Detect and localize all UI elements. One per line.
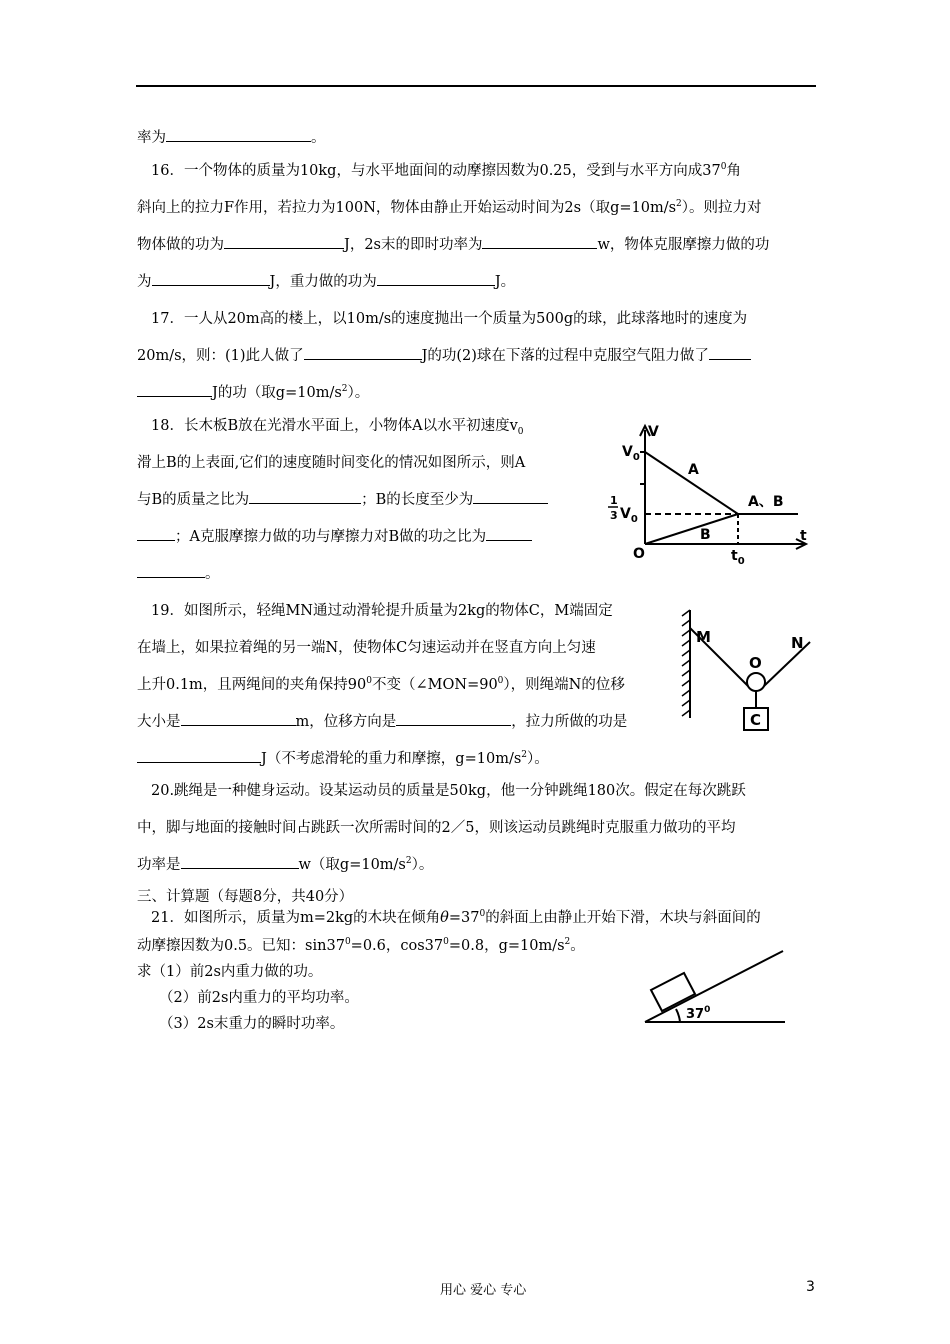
q20-line1: 20.跳绳是一种健身运动。设某运动员的质量是50kg，他一分钟跳绳180次。假定在每次跳跃 xyxy=(151,783,746,799)
footer-motto: 用心 爱心 专心 xyxy=(440,1283,527,1298)
label-m: M xyxy=(696,628,711,646)
label-n: N xyxy=(791,634,804,652)
pulley-diagram xyxy=(678,600,818,740)
t-axis-label: t xyxy=(800,528,807,544)
incline-diagram xyxy=(640,948,790,1028)
answer-blank[interactable] xyxy=(137,382,212,397)
answer-blank[interactable] xyxy=(137,748,261,763)
q21-ask1: 求（1）前2s内重力做的功。 xyxy=(137,964,323,980)
q18-line4: ；A克服摩擦力做的功与摩擦力对B做的功之比为 xyxy=(137,523,532,551)
q21-line2: 动摩擦因数为0.5。已知：$\sin 37^0=0.6$，$\cos 37^0=0.8$，$g=10m/s^2$。 xyxy=(137,937,585,954)
label-c: C xyxy=(750,711,762,729)
q17-line2: 20m/s，则：(1)此人做了 J的功(2)球在下落的过程中克服空气阻力做了 xyxy=(137,342,751,370)
answer-blank[interactable] xyxy=(224,234,344,249)
answer-blank[interactable] xyxy=(396,711,511,726)
answer-blank[interactable] xyxy=(137,526,175,541)
q19-line4: 大小是 m，位移方向是 ，拉力所做的功是 xyxy=(137,708,627,736)
q19-line1: 19．如图所示，轻绳MN通过动滑轮提升质量为2kg的物体C，M端固定 xyxy=(151,603,613,619)
wooden-block xyxy=(651,973,695,1011)
frac-num: 1 xyxy=(610,494,618,507)
q21-ask3: （3）2s末重力的瞬时功率。 xyxy=(159,1016,345,1032)
answer-blank[interactable] xyxy=(304,345,422,360)
t0-label: $t_0$ xyxy=(731,548,745,567)
q21-ask2: （2）前2s内重力的平均功率。 xyxy=(159,990,359,1006)
answer-blank[interactable] xyxy=(137,563,205,578)
answer-blank[interactable] xyxy=(181,711,296,726)
q19-line5: J（不考虑滑轮的重力和摩擦，$g=10m/s^2$）。 xyxy=(137,745,549,773)
q16-line4: 为 J，重力做的功为 J。 xyxy=(137,268,515,296)
label-o: O xyxy=(749,654,762,672)
section-3-title: 三、计算题（每题8分，共40分） xyxy=(137,889,354,905)
q18-line3: 与B的质量之比为 ；B的长度至少为 xyxy=(137,486,548,514)
answer-blank[interactable] xyxy=(152,271,270,286)
page-number: 3 xyxy=(806,1279,815,1295)
answer-blank[interactable] xyxy=(249,489,361,504)
frac-v-label: $V_0$ xyxy=(620,506,638,525)
q19-line2: 在墙上，如果拉着绳的另一端N，使物体C匀速运动并在竖直方向上匀速 xyxy=(137,640,596,656)
frac-den: 3 xyxy=(610,509,618,522)
angle-arc xyxy=(676,1009,680,1022)
q18-line5: 。 xyxy=(137,560,220,588)
answer-blank[interactable] xyxy=(181,854,299,869)
answer-blank[interactable] xyxy=(166,127,311,142)
line-b xyxy=(645,514,738,544)
q18-line2: 滑上B的上表面,它们的速度随时间变化的情况如图所示，则A xyxy=(137,455,526,471)
header-rule xyxy=(136,85,816,87)
q16-line1: 16．一个物体的质量为10kg，与水平地面间的动摩擦因数为0.25，受到与水平方向成$37^0$角 xyxy=(151,162,741,179)
label-ab: A、B xyxy=(748,494,784,510)
q17-line1: 17．一人从20m高的楼上，以10m/s的速度抛出一个质量为500g的球，此球落地时的速度为 xyxy=(151,311,748,327)
v-axis-label: V xyxy=(648,424,659,440)
q18-line1: 18．长木板B放在光滑水平面上，小物体A以水平初速度$v_0$ xyxy=(151,418,524,437)
answer-blank[interactable] xyxy=(473,489,548,504)
q20-line3: 功率是 w（取$g=10m/s^2$）。 xyxy=(137,856,434,873)
q20-line2: 中，脚与地面的接触时间占跳跃一次所需时间的2／5，则该运动员跳绳时克服重力做功的平均 xyxy=(137,820,736,836)
origin-label: O xyxy=(633,546,645,562)
q16-line2: 斜向上的拉力F作用，若拉力为100N，物体由静止开始运动时间为2s（取$g=10m/s^2$）。则拉力对 xyxy=(137,199,762,216)
vt-graph xyxy=(600,418,815,570)
angle-label: $37^0$ xyxy=(686,1005,711,1022)
q19-line3: 上升0.1m，且两绳间的夹角保持$90^0$不变$(\angle MON=90^0)$，则绳端N的位移 xyxy=(137,676,625,693)
label-a: A xyxy=(688,462,699,478)
q17-line3: J的功（取$g=10m/s^2$）。 xyxy=(137,379,369,407)
answer-blank[interactable] xyxy=(482,234,597,249)
q16-line3: 物体做的功为 J，2s末的即时功率为 w，物体克服摩擦力做的功 xyxy=(137,231,769,259)
v0-label: $V_0$ xyxy=(622,444,640,463)
pulley xyxy=(747,673,765,691)
continuation-line: 率为 。 xyxy=(137,124,326,152)
label-b: B xyxy=(700,527,711,543)
q21-line1: 21．如图所示，质量为m=2kg的木块在倾角$\theta=37^0$的斜面上由静止开始下滑，木块与斜面间的 xyxy=(151,909,761,926)
answer-blank[interactable] xyxy=(709,345,751,360)
answer-blank[interactable] xyxy=(486,526,532,541)
incline xyxy=(645,951,783,1022)
wall-hatch xyxy=(682,610,690,716)
answer-blank[interactable] xyxy=(377,271,495,286)
